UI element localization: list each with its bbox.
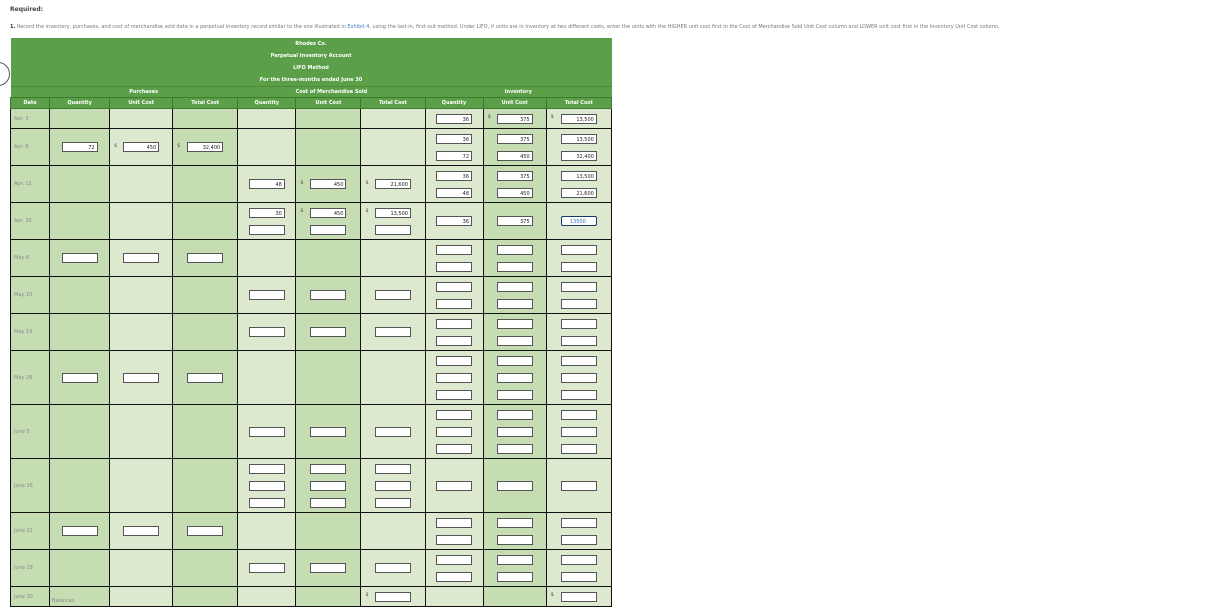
cogs-quantity-input[interactable]: 30: [249, 208, 285, 218]
inventory-quantity-cell: [425, 109, 483, 129]
inventory-unit-cost-input[interactable]: [497, 555, 533, 565]
inventory-quantity-cell: [425, 277, 483, 314]
cogs-unit-cost-input[interactable]: [310, 290, 346, 300]
column-header: Total Cost: [173, 98, 238, 109]
inventory-quantity-input[interactable]: [436, 535, 472, 545]
cogs-unit-cost-input[interactable]: 450: [310, 208, 346, 218]
ledger-row: [11, 405, 612, 459]
purchases-unit-cost-cell: [110, 550, 173, 587]
purchases-unit-cost-cell: [110, 351, 173, 405]
cogs-total-cost-cell: [361, 459, 425, 513]
inventory-unit-cost-cell: [483, 314, 546, 351]
column-header: Unit Cost: [296, 98, 361, 109]
purchases-unit-cost-input[interactable]: [123, 373, 159, 383]
date-cell: Apr. 11: [11, 166, 50, 203]
column-header: Quantity: [238, 98, 296, 109]
inventory-unit-cost-input[interactable]: 375: [497, 134, 533, 144]
purchases-quantity-input[interactable]: [62, 253, 98, 263]
purchases-unit-cost-cell: [110, 129, 173, 166]
inventory-total-cost-input[interactable]: [561, 319, 597, 329]
inventory-quantity-input[interactable]: 72: [436, 151, 472, 161]
inventory-quantity-input[interactable]: 36: [436, 171, 472, 181]
inventory-unit-cost-input[interactable]: [497, 282, 533, 292]
inventory-unit-cost-cell: [483, 240, 546, 277]
purchases-group-header: Purchases: [50, 87, 238, 98]
column-header: Total Cost: [546, 98, 611, 109]
purchases-quantity-cell: [50, 314, 110, 351]
cogs-quantity-cell: [238, 550, 296, 587]
instruction-number: 1.: [10, 24, 16, 30]
inventory-unit-cost-cell: [483, 513, 546, 550]
inventory-total-cost-cell: [546, 405, 611, 459]
inventory-unit-cost-input[interactable]: [497, 390, 533, 400]
cogs-quantity-cell: [238, 513, 296, 550]
instruction-before: Record the inventory, purchases, and cost of merchandise sold data in a perpetual inventory record similar to the one illustrated in: [16, 24, 346, 30]
inventory-unit-cost-input[interactable]: 450: [497, 188, 533, 198]
inventory-total-cost-input[interactable]: [561, 555, 597, 565]
inventory-unit-cost-cell: [483, 166, 546, 203]
inventory-total-cost-input[interactable]: [561, 373, 597, 383]
inventory-unit-cost-input[interactable]: [497, 356, 533, 366]
cogs-total-cost-input[interactable]: 21,600: [375, 179, 411, 189]
inventory-total-cost-input[interactable]: [561, 282, 597, 292]
purchases-total-cost-cell: [173, 109, 238, 129]
inventory-quantity-cell: [425, 129, 483, 166]
purchases-quantity-cell: [50, 550, 110, 587]
cogs-quantity-input[interactable]: [249, 498, 285, 508]
purchases-quantity-cell: [50, 459, 110, 513]
cogs-unit-cost-cell: [296, 240, 361, 277]
purchases-quantity-input[interactable]: 72: [62, 142, 98, 152]
cogs-unit-cost-input[interactable]: [310, 225, 346, 235]
inventory-unit-cost-cell: [483, 277, 546, 314]
inventory-unit-cost-input[interactable]: [497, 481, 533, 491]
inventory-total-cost-cell: [546, 277, 611, 314]
inventory-unit-cost-input[interactable]: [497, 336, 533, 346]
cogs-total-cost-input[interactable]: [375, 481, 411, 491]
column-header: Quantity: [425, 98, 483, 109]
inventory-total-cost-cell: [546, 240, 611, 277]
inventory-unit-cost-cell: [483, 129, 546, 166]
empty-cell: [238, 587, 296, 607]
inventory-unit-cost-input[interactable]: [497, 572, 533, 582]
inventory-quantity-input[interactable]: [436, 373, 472, 383]
inventory-quantity-cell: [425, 203, 483, 240]
cogs-quantity-input[interactable]: [249, 464, 285, 474]
date-cell: June 30: [11, 587, 50, 607]
cogs-total-cost-cell: [361, 166, 425, 203]
inventory-unit-cost-input[interactable]: [497, 427, 533, 437]
cogs-unit-cost-input[interactable]: 450: [310, 179, 346, 189]
purchases-unit-cost-cell: [110, 240, 173, 277]
inventory-total-cost-cell: [546, 203, 611, 240]
inventory-balance-total-input[interactable]: [561, 592, 597, 602]
dollar-sign: $: [114, 142, 118, 149]
cogs-total-cost-input[interactable]: 13,500: [375, 208, 411, 218]
cogs-quantity-cell: [238, 351, 296, 405]
inventory-quantity-cell: [425, 314, 483, 351]
purchases-unit-cost-cell: [110, 277, 173, 314]
cogs-balance-total-input[interactable]: [375, 592, 411, 602]
cogs-unit-cost-cell: [296, 203, 361, 240]
inventory-total-cost-cell: [546, 129, 611, 166]
inventory-quantity-input[interactable]: [436, 336, 472, 346]
cogs-quantity-cell: [238, 405, 296, 459]
dollar-sign: $: [300, 179, 304, 186]
inventory-unit-cost-input[interactable]: 375: [497, 171, 533, 181]
purchases-quantity-cell: [50, 109, 110, 129]
cogs-unit-cost-cell: [296, 351, 361, 405]
cogs-total-cost-input[interactable]: [375, 290, 411, 300]
inventory-total-cost-cell: [546, 459, 611, 513]
inventory-quantity-input[interactable]: 36: [436, 114, 472, 124]
inventory-total-cost-input[interactable]: [561, 299, 597, 309]
cogs-total-cost-cell: [361, 240, 425, 277]
purchases-quantity-cell: [50, 129, 110, 166]
inventory-unit-cost-input[interactable]: [497, 373, 533, 383]
purchases-unit-cost-cell: [110, 109, 173, 129]
ledger-row: [11, 109, 612, 129]
empty-cell: [296, 587, 361, 607]
cogs-quantity-cell: [238, 277, 296, 314]
inventory-ledger-table: [10, 38, 612, 607]
date-cell: June 21: [11, 513, 50, 550]
cogs-total-cost-input[interactable]: [375, 427, 411, 437]
dollar-sign: $: [550, 592, 554, 598]
empty-cell: [110, 587, 173, 607]
ledger-row: [11, 129, 612, 166]
cogs-unit-cost-cell: [296, 314, 361, 351]
cogs-total-cost-input[interactable]: [375, 225, 411, 235]
cogs-unit-cost-cell: [296, 129, 361, 166]
ledger-row: [11, 240, 612, 277]
inventory-unit-cost-cell: [483, 459, 546, 513]
purchases-total-cost-input[interactable]: [187, 253, 223, 263]
cogs-unit-cost-cell: [296, 277, 361, 314]
inventory-unit-cost-cell: [483, 109, 546, 129]
inventory-total-cost-input[interactable]: [561, 410, 597, 420]
purchases-total-cost-cell: [173, 240, 238, 277]
column-header: Quantity: [50, 98, 110, 109]
cogs-group-header: Cost of Merchandise Sold: [238, 87, 425, 98]
cogs-unit-cost-cell: [296, 459, 361, 513]
purchases-quantity-input[interactable]: [62, 526, 98, 536]
inventory-total-cost-input[interactable]: 13,500: [561, 134, 597, 144]
cogs-unit-cost-input[interactable]: [310, 563, 346, 573]
inventory-unit-cost-cell: [483, 351, 546, 405]
inventory-unit-cost-input[interactable]: 450: [497, 151, 533, 161]
account-title: Perpetual Inventory Account: [11, 50, 612, 62]
inventory-quantity-input[interactable]: [436, 390, 472, 400]
inventory-quantity-input[interactable]: [436, 319, 472, 329]
dollar-sign: $: [177, 142, 181, 149]
balances-label-cell: [50, 587, 110, 607]
purchases-unit-cost-input[interactable]: [123, 253, 159, 263]
purchases-total-cost-input[interactable]: 32,400: [187, 142, 223, 152]
ledger-row: [11, 513, 612, 550]
cogs-quantity-input[interactable]: [249, 225, 285, 235]
inventory-total-cost-input[interactable]: [561, 444, 597, 454]
inventory-total-cost-input[interactable]: [561, 336, 597, 346]
cogs-quantity-input[interactable]: [249, 563, 285, 573]
inventory-unit-cost-input[interactable]: [497, 410, 533, 420]
inventory-quantity-cell: [425, 550, 483, 587]
ledger-row: [11, 277, 612, 314]
cogs-quantity-input[interactable]: [249, 327, 285, 337]
cogs-quantity-input[interactable]: 48: [249, 179, 285, 189]
inventory-unit-cost-input[interactable]: [497, 319, 533, 329]
inventory-quantity-input[interactable]: 36: [436, 134, 472, 144]
inventory-unit-cost-cell: [483, 405, 546, 459]
inventory-total-cost-input[interactable]: [561, 427, 597, 437]
dollar-sign: $: [550, 114, 554, 120]
purchases-total-cost-cell: [173, 351, 238, 405]
empty-cell: [483, 587, 546, 607]
inventory-balance-cell: [546, 587, 611, 607]
cogs-unit-cost-input[interactable]: [310, 498, 346, 508]
inventory-quantity-input[interactable]: [436, 427, 472, 437]
circle-marker-icon: [0, 62, 10, 86]
purchases-unit-cost-cell: [110, 166, 173, 203]
ledger-row: [11, 314, 612, 351]
inventory-quantity-cell: [425, 513, 483, 550]
cogs-balance-cell: [361, 587, 425, 607]
dollar-sign: $: [365, 592, 369, 598]
inventory-total-cost-input[interactable]: 32,400: [561, 151, 597, 161]
inventory-total-cost-input[interactable]: [561, 535, 597, 545]
inventory-quantity-input[interactable]: [436, 410, 472, 420]
inventory-total-cost-cell: [546, 513, 611, 550]
purchases-total-cost-cell: [173, 166, 238, 203]
date-cell: June 5: [11, 405, 50, 459]
inventory-unit-cost-input[interactable]: [497, 262, 533, 272]
inventory-quantity-input[interactable]: [436, 262, 472, 272]
inventory-total-cost-cell: [546, 550, 611, 587]
purchases-unit-cost-cell: [110, 513, 173, 550]
cogs-total-cost-cell: [361, 203, 425, 240]
cogs-unit-cost-cell: [296, 166, 361, 203]
cogs-unit-cost-cell: [296, 109, 361, 129]
cogs-unit-cost-input[interactable]: [310, 327, 346, 337]
cogs-unit-cost-cell: [296, 550, 361, 587]
required-label: Required:: [10, 6, 44, 13]
cogs-total-cost-cell: [361, 513, 425, 550]
inventory-total-cost-cell: [546, 109, 611, 129]
date-cell: June 28: [11, 550, 50, 587]
cogs-quantity-cell: [238, 459, 296, 513]
purchases-total-cost-cell: [173, 203, 238, 240]
cogs-unit-cost-input[interactable]: [310, 481, 346, 491]
inventory-quantity-input[interactable]: [436, 518, 472, 528]
cogs-quantity-cell: [238, 203, 296, 240]
cogs-total-cost-input[interactable]: [375, 498, 411, 508]
purchases-total-cost-input[interactable]: [187, 373, 223, 383]
inventory-total-cost-input[interactable]: [561, 518, 597, 528]
inventory-quantity-input[interactable]: 48: [436, 188, 472, 198]
date-cell: May 10: [11, 277, 50, 314]
date-cell: May 28: [11, 351, 50, 405]
inventory-unit-cost-input[interactable]: 375: [497, 216, 533, 226]
inventory-total-cost-cell: [546, 166, 611, 203]
purchases-total-cost-input[interactable]: [187, 526, 223, 536]
purchases-quantity-cell: [50, 277, 110, 314]
inventory-total-cost-input[interactable]: [561, 356, 597, 366]
purchases-quantity-cell: [50, 351, 110, 405]
inventory-quantity-input[interactable]: [436, 245, 472, 255]
purchases-total-cost-cell: [173, 277, 238, 314]
inventory-total-cost-input[interactable]: [561, 262, 597, 272]
inventory-quantity-input[interactable]: [436, 572, 472, 582]
date-cell: Apr. 3: [11, 109, 50, 129]
purchases-total-cost-cell: [173, 513, 238, 550]
cogs-quantity-input[interactable]: [249, 427, 285, 437]
inventory-quantity-cell: [425, 405, 483, 459]
inventory-quantity-input[interactable]: [436, 282, 472, 292]
inventory-quantity-input[interactable]: [436, 444, 472, 454]
ledger-row: [11, 550, 612, 587]
purchases-total-cost-cell: [173, 405, 238, 459]
purchases-quantity-cell: [50, 203, 110, 240]
inventory-unit-cost-input[interactable]: [497, 299, 533, 309]
balances-row: [11, 587, 612, 607]
cogs-total-cost-cell: [361, 550, 425, 587]
inventory-total-cost-input[interactable]: 13,500: [561, 114, 597, 124]
inventory-unit-cost-cell: [483, 203, 546, 240]
inventory-quantity-input[interactable]: [436, 555, 472, 565]
inventory-quantity-input[interactable]: [436, 299, 472, 309]
inventory-unit-cost-cell: [483, 550, 546, 587]
ledger-row: [11, 203, 612, 240]
date-cell: Apr. 30: [11, 203, 50, 240]
inventory-quantity-cell: [425, 459, 483, 513]
inventory-unit-cost-input[interactable]: [497, 535, 533, 545]
ledger-row: [11, 459, 612, 513]
exhibit-link[interactable]: Exhibit 4: [347, 24, 370, 30]
empty-cell: [425, 587, 483, 607]
purchases-unit-cost-cell: [110, 203, 173, 240]
date-cell: Apr. 8: [11, 129, 50, 166]
inventory-total-cost-input[interactable]: [561, 572, 597, 582]
date-cell: May 6: [11, 240, 50, 277]
column-header: Unit Cost: [110, 98, 173, 109]
ledger-row: [11, 351, 612, 405]
cogs-total-cost-cell: [361, 405, 425, 459]
dollar-sign: $: [365, 208, 369, 214]
purchases-quantity-cell: [50, 513, 110, 550]
column-header: Total Cost: [361, 98, 425, 109]
cogs-total-cost-input[interactable]: [375, 563, 411, 573]
purchases-quantity-cell: [50, 240, 110, 277]
cogs-total-cost-cell: [361, 129, 425, 166]
purchases-quantity-cell: [50, 166, 110, 203]
cogs-quantity-cell: [238, 240, 296, 277]
inventory-total-cost-input[interactable]: [561, 245, 597, 255]
column-header-row: [11, 98, 612, 109]
dollar-sign: $: [487, 114, 491, 120]
purchases-unit-cost-cell: [110, 405, 173, 459]
inventory-total-cost-cell: [546, 351, 611, 405]
column-header: Date: [11, 98, 50, 109]
cogs-total-cost-cell: [361, 314, 425, 351]
inventory-total-cost-cell: [546, 314, 611, 351]
cogs-total-cost-input[interactable]: [375, 327, 411, 337]
inventory-quantity-cell: [425, 240, 483, 277]
inventory-total-cost-input[interactable]: [561, 481, 597, 491]
column-header: Unit Cost: [483, 98, 546, 109]
inventory-total-cost-input[interactable]: 13500: [561, 216, 597, 226]
instruction-after: , using the last-in, first-out method. Under LIFO, if units are in inventory at two different costs, enter the units with the HIGHER unit cost first in the Cost of Merchandise Sold Unit Cost column and LOWER unit cost first in the Inventory Unit Cost column.: [369, 24, 1000, 30]
purchases-unit-cost-input[interactable]: 450: [123, 142, 159, 152]
inventory-unit-cost-input[interactable]: [497, 444, 533, 454]
instruction-text: [10, 24, 1220, 30]
inventory-quantity-input[interactable]: 36: [436, 216, 472, 226]
balances-label: Balances: [52, 598, 75, 604]
inventory-total-cost-input[interactable]: [561, 390, 597, 400]
date-cell: May 19: [11, 314, 50, 351]
inventory-group-header: Inventory: [425, 87, 611, 98]
purchases-unit-cost-cell: [110, 459, 173, 513]
inventory-unit-cost-input[interactable]: 375: [497, 114, 533, 124]
inventory-unit-cost-input[interactable]: [497, 518, 533, 528]
company-name: Rhodes Co.: [11, 38, 612, 50]
cogs-total-cost-cell: [361, 277, 425, 314]
dollar-sign: $: [300, 208, 304, 214]
cogs-quantity-input[interactable]: [249, 290, 285, 300]
cogs-quantity-input[interactable]: [249, 481, 285, 491]
purchases-quantity-cell: [50, 405, 110, 459]
purchases-total-cost-cell: [173, 314, 238, 351]
method-title: LIFO Method: [11, 62, 612, 74]
cogs-unit-cost-input[interactable]: [310, 464, 346, 474]
purchases-total-cost-cell: [173, 459, 238, 513]
cogs-unit-cost-cell: [296, 513, 361, 550]
purchases-quantity-input[interactable]: [62, 373, 98, 383]
empty-cell: [173, 587, 238, 607]
cogs-quantity-cell: [238, 314, 296, 351]
cogs-total-cost-input[interactable]: [375, 464, 411, 474]
inventory-quantity-cell: [425, 351, 483, 405]
inventory-total-cost-input[interactable]: 13,500: [561, 171, 597, 181]
inventory-quantity-input[interactable]: [436, 481, 472, 491]
purchases-unit-cost-input[interactable]: [123, 526, 159, 536]
purchases-total-cost-cell: [173, 550, 238, 587]
date-cell: June 16: [11, 459, 50, 513]
cogs-total-cost-cell: [361, 351, 425, 405]
cogs-total-cost-cell: [361, 109, 425, 129]
inventory-unit-cost-input[interactable]: [497, 245, 533, 255]
cogs-quantity-cell: [238, 166, 296, 203]
inventory-quantity-cell: [425, 166, 483, 203]
cogs-unit-cost-input[interactable]: [310, 427, 346, 437]
purchases-total-cost-cell: [173, 129, 238, 166]
purchases-unit-cost-cell: [110, 314, 173, 351]
inventory-total-cost-input[interactable]: 21,600: [561, 188, 597, 198]
inventory-quantity-input[interactable]: [436, 356, 472, 366]
cogs-quantity-cell: [238, 109, 296, 129]
cogs-quantity-cell: [238, 129, 296, 166]
dollar-sign: $: [365, 179, 369, 186]
period-title: For the three-months ended June 30: [11, 74, 612, 87]
cogs-unit-cost-cell: [296, 405, 361, 459]
ledger-row: [11, 166, 612, 203]
